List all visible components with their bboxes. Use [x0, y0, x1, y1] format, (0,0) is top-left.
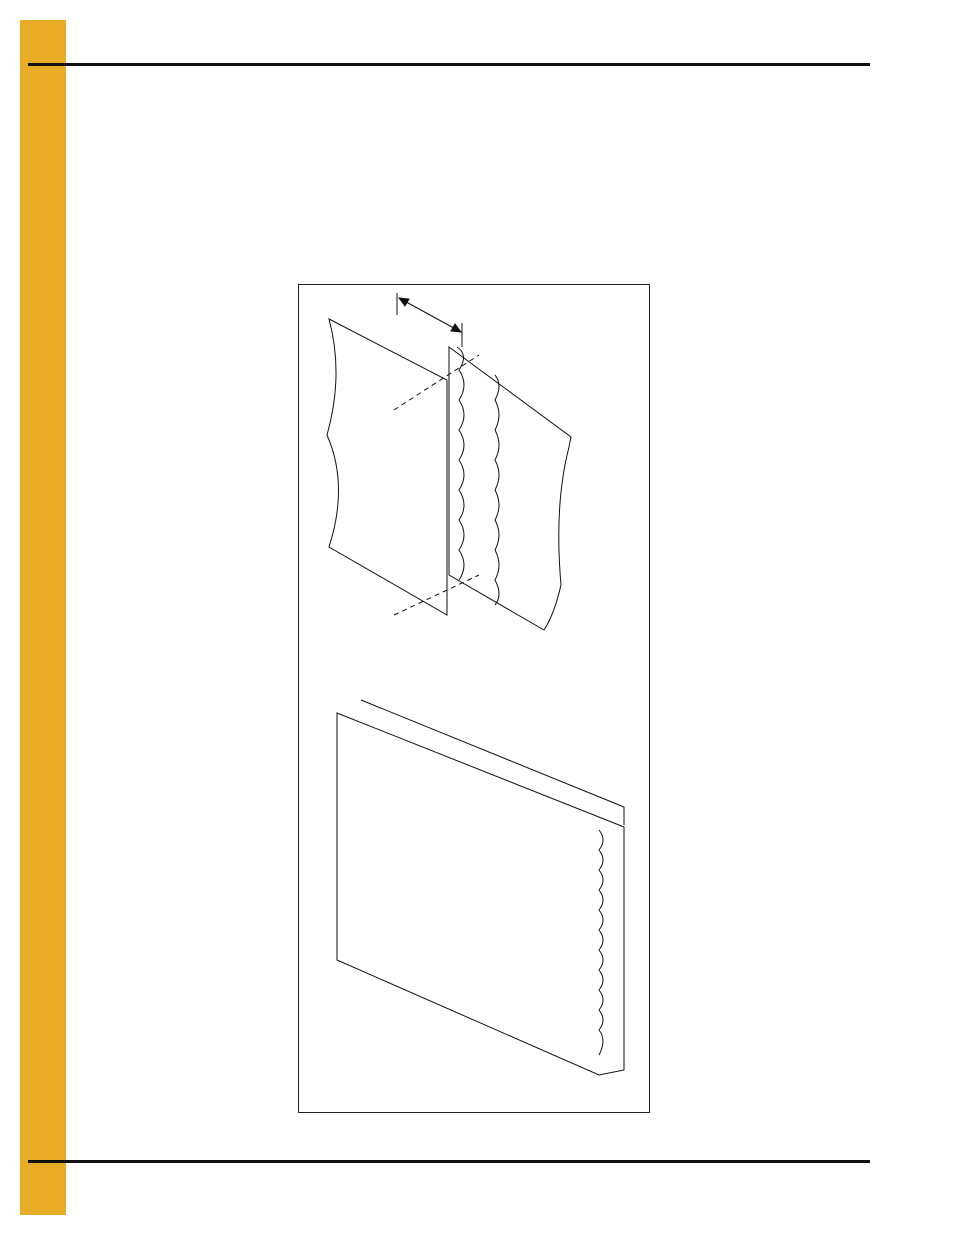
footer-rule	[28, 1160, 870, 1163]
side-color-tab	[20, 20, 66, 1215]
sheet-illustration	[299, 285, 651, 1114]
figure-frame	[298, 284, 650, 1113]
header-rule	[28, 63, 870, 66]
